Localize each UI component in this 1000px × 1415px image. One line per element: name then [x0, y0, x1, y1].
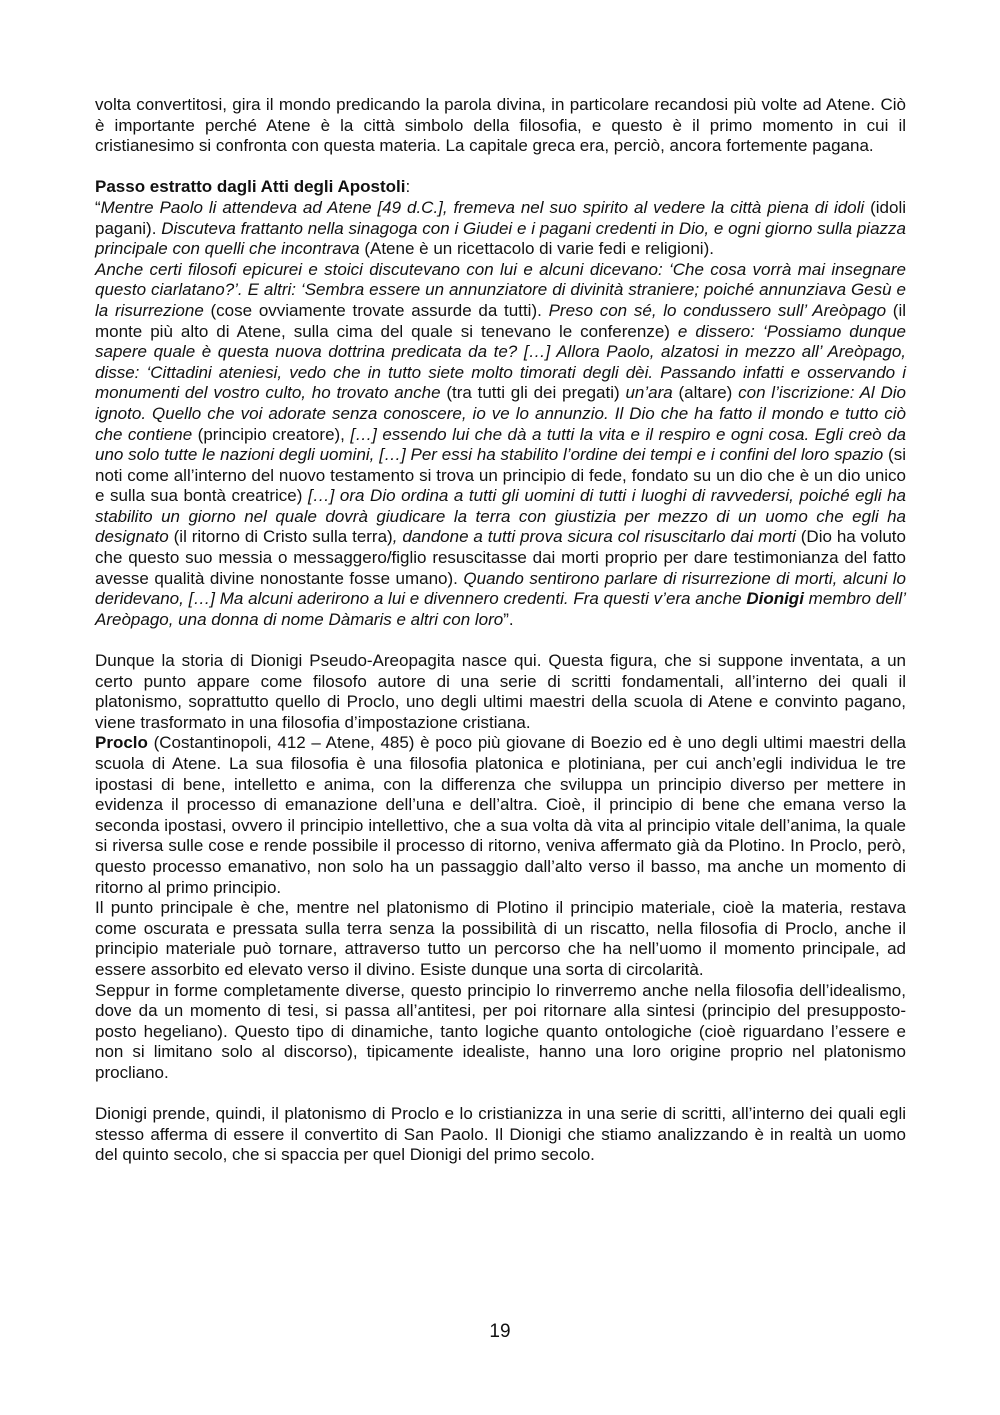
passage-heading-line: Passo estratto dagli Atti degli Apostoli: [95, 177, 411, 197]
spacer [95, 630, 906, 651]
passage-p2-segment: (principio creatore), [192, 424, 351, 444]
page-number: 19 [489, 1321, 511, 1342]
passage-heading: Passo estratto dagli Atti degli Apostoli [95, 177, 406, 197]
passage-p2-segment: con l’iscrizione: Al Dio ignoto. Quello che voi adorate senza conoscere, io ve lo annunzio. Il Dio che ha fatto il mondo e tutto ciò che contiene [95, 383, 906, 444]
proclo-text: (Costantinopoli, 412 – Atene, 485) è poco più giovane di Boezio ed è uno degli ultimi maestri della scuola di Atene. La sua filosofia è una filosofia platonica e plotiniana, per cui anch’egli individua le tre ipostasi di bene, intelletto e anima, con la differenza che sviluppa un principio diverso per mettere in evidenza il processo di emanazione dell’una e dell’altra. Cioè, il principio di bene che emana verso la seconda ipostasi, ovvero il principio intellettivo, che a sua volta dà vita al principio vitale dell’anima, la quale si riversa sulle cose e rende possibile il processo di ritorno, veniva affermato già da Plotino. In Proclo, però, questo processo emanativo, non solo ha un passaggio dall’alto verso il basso, ma anche un momento di ritorno al primo principio. [95, 733, 906, 897]
passage-p2-segment: Dionigi [746, 589, 804, 609]
spacer [95, 157, 906, 178]
paragraph-intro: volta convertitosi, gira il mondo predicando la parola divina, in particolare recandosi più volte ad Atene. Ciò è importante perché Atene è la città simbolo della filosofia, e questo è il primo momento in cui il cristianesimo si confronta con questa materia. La capitale greca era, perciò, ancora fortemente pagana. [95, 95, 906, 156]
passage-p2-segment: ”. [503, 609, 514, 629]
passage-p1-segment: (Atene è un ricettacolo di varie fedi e religioni). [359, 239, 714, 259]
passage-paragraph-2 [95, 260, 906, 631]
passage-p2-segment: (tra tutti gli dei pregati) [440, 383, 626, 403]
passage-p2-segment: (il monte più alto di Atene, sulla cima del quale si tenevano le conferenze) [95, 300, 906, 341]
passage-p2-segment: Preso con sé, lo condussero sull’ Areòpago [548, 300, 887, 320]
passage-p2-segment: Anche certi filosofi epicurei e stoici discutevano con lui e alcuni dicevano: ‘Che cosa vorrà mai insegnare questo ciarlatano?’. E altri: ‘Sembra essere un annunziatore di divinità straniere; poiché annunziava Gesù e la risurrezione [95, 259, 906, 320]
passage-p2-segment: […] ora Dio ordina a tutti gli uomini di tutti i luoghi di ravvedersi, poiché egli ha stabilito un giorno nel quale dovrà giudicare la terra con giustizia per mezzo di un uomo che egli ha designato [95, 486, 906, 547]
passage-p2-segment: (altare) [672, 383, 739, 403]
passage-p2-segment: (cose ovviamente trovate assurde da tutti). [203, 300, 549, 320]
passage-p2-segment: e dissero: ‘Possiamo dunque sapere quale è questa nuova dottrina predicata da te? […] Allora Paolo, alzatosi in mezzo all’ Areòpago, disse: ‘Cittadini ateniesi, vedo che in tutto siete molto timorati degli dèi. Passando infatti e osservando i monumenti del vostro culto, ho trovato anche [95, 321, 906, 403]
paragraph-proclo [95, 733, 906, 898]
paragraph-dionigi-intro: Dunque la storia di Dionigi Pseudo-Areopagita nasce qui. Questa figura, che si suppone inventata, a un certo punto appare come filosofo autore di una serie di scritti fondamentali, all’interno dei quali il platonismo, soprattutto quello di Proclo, uno degli ultimi maestri della scuola di Atene e convinto pagano, viene trasformato in una filosofia d’impostazione cristiana. [95, 651, 906, 732]
passage-p2-segment: (il ritorno di Cristo sulla terra) [168, 527, 393, 547]
document-page [95, 95, 906, 1166]
proclo-name: Proclo [95, 733, 148, 753]
paragraph-punto-principale: Il punto principale è che, mentre nel platonismo di Plotino il principio materiale, cioè la materia, restava come oscurata e pressata sulla terra senza la possibilità di un riscatto, nella filosofia di Proclo, anche il principio materiale può tornare, attraverso tutto un percorso che ha nell’uomo il momento principale, ad essere assorbito ed elevato verso il divino. Esiste dunque una sorta di circolarità. [95, 898, 906, 979]
passage-p2-segment: membro dell’ Areòpago, una donna di nome Dàmaris e altri con loro [95, 589, 906, 629]
passage-p1-segment: “ [95, 197, 101, 217]
spacer [95, 1084, 906, 1105]
passage-paragraph-1 [95, 198, 906, 260]
passage-p2-segment: […] essendo lui che dà a tutti la vita e il respiro e ogni cosa. Egli creò da uno solo tutte le nazioni degli uomini, […] Per essi ha stabilito l’ordine dei tempi e i confini del loro spazio [95, 424, 907, 465]
passage-p2-segment: un’ara [625, 383, 673, 403]
passage-p1-segment: (idoli pagani). [95, 197, 906, 238]
passage-p1-segment: Discuteva frattanto nella sinagoga con i Giudei e i pagani credenti in Dio, e ogni giorno sulla piazza principale con quelli che incontrava [95, 218, 906, 259]
passage-p1-segment: Mentre Paolo li attendeva ad Atene [49 d.C.], fremeva nel suo spirito al vedere la città piena di idoli [100, 197, 865, 217]
passage-p2-segment: Quando sentirono parlare di risurrezione di morti, alcuni lo deridevano, […] Ma alcuni aderirono a lui e divennero credenti. Fra questi v’era anche [95, 568, 906, 609]
passage-p2-segment: (Dio ha voluto che questo suo messia o messaggero/figlio resuscitasse dai morti proprio per dare testimonianza del fatto avesse qualità divine nonostante fosse umano). [95, 527, 906, 588]
passage-p2-segment: (si noti come all’interno del nuovo testamento si trova un principio di fede, fondato su un dio che è un dio unico e sulla sua bontà creatrice) [95, 445, 906, 506]
paragraph-final: Dionigi prende, quindi, il platonismo di Proclo e lo cristianizza in una serie di scritti, all’interno dei quali egli stesso afferma di essere il convertito di San Paolo. Il Dionigi che stiamo analizzando è in realtà un uomo del quinto secolo, che si spaccia per quel Dionigi del primo secolo. [95, 1104, 906, 1165]
passage-p2-segment: , dandone a tutti prova sicura col risuscitarlo dai morti [392, 527, 796, 547]
paragraph-seppur: Seppur in forme completamente diverse, questo principio lo rinverremo anche nella filosofia dell’idealismo, dove da un momento di tesi, si passa all’antitesi, per poi ritornare alla sintesi (principio del presupposto-posto hegeliano). Questo tipo di dinamiche, tanto logiche quanto ontologiche (cioè riguardano l’essere e non si limitano solo al discorso), tipicamente idealiste, hanno una loro origine proprio nel platonismo procliano. [95, 980, 906, 1082]
